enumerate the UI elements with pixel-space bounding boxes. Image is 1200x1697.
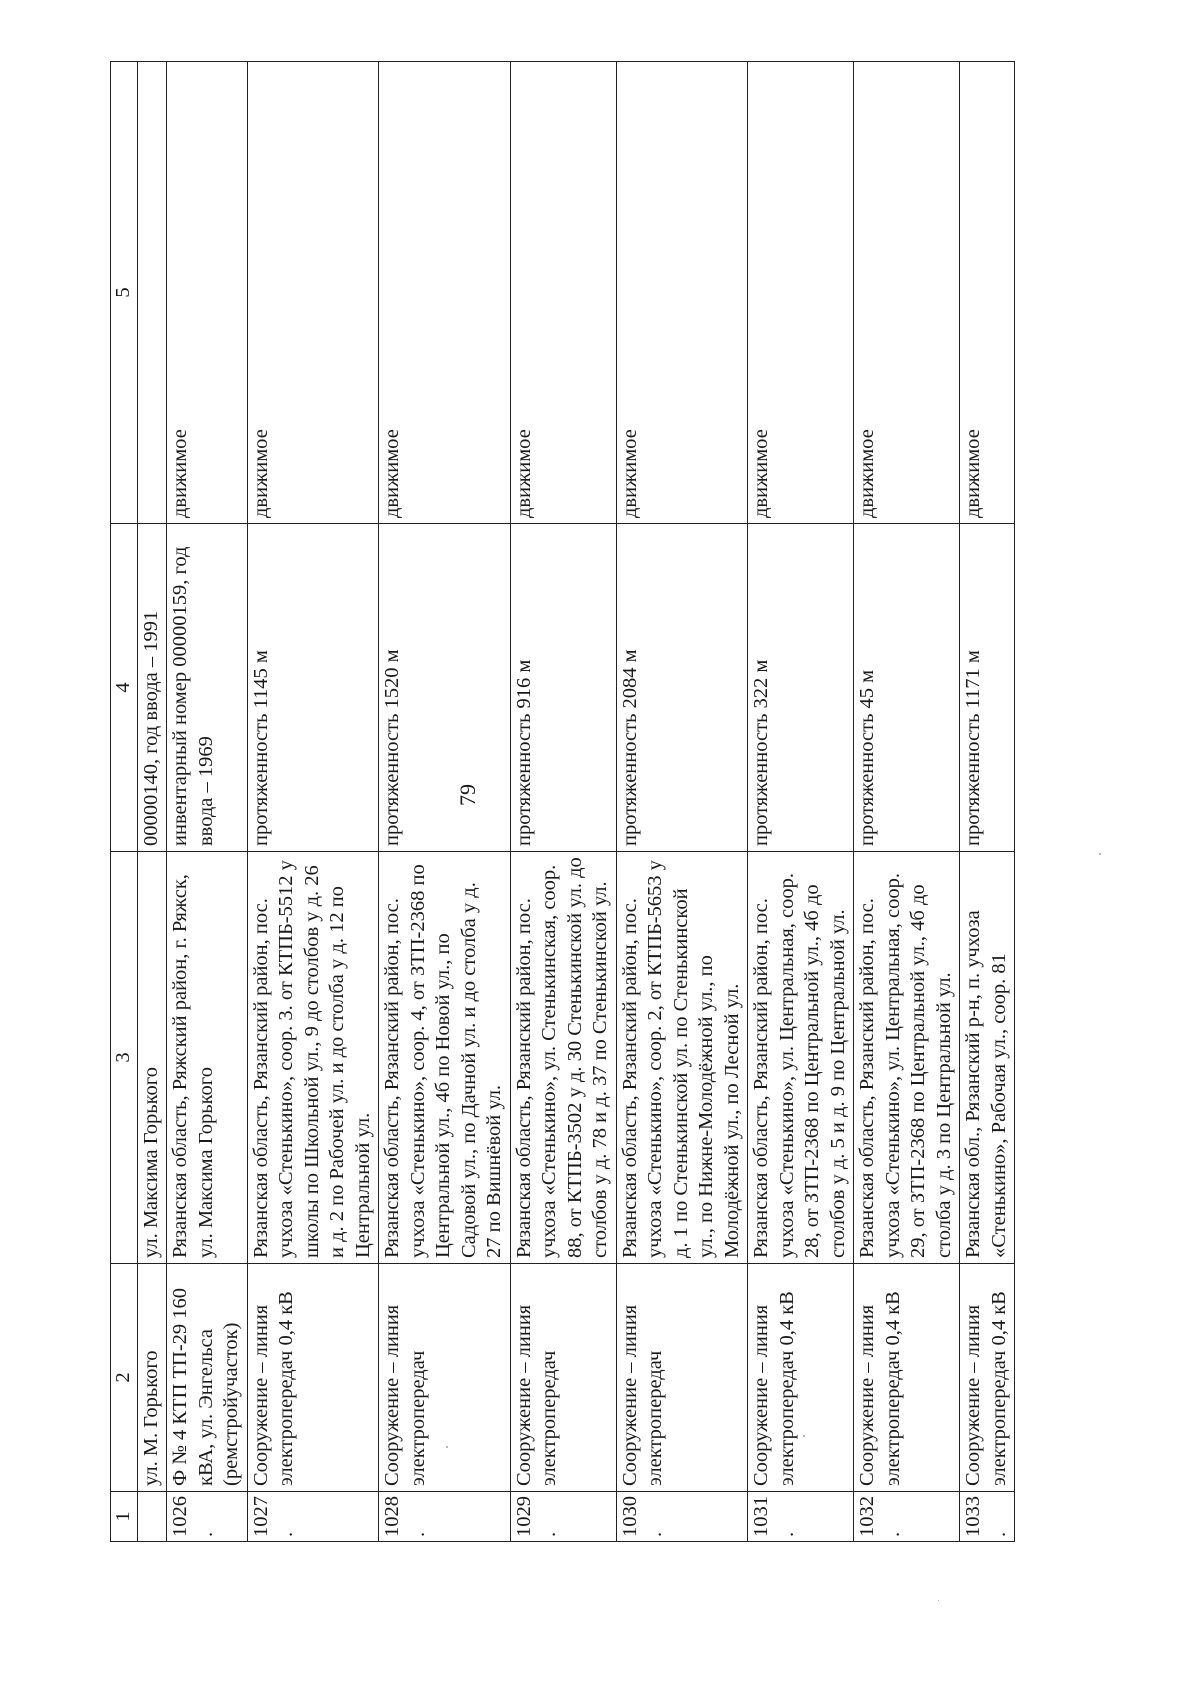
object-details: протяженность 322 м xyxy=(748,524,854,852)
property-type: движимое xyxy=(167,62,248,524)
row-number: 1027. xyxy=(247,1492,379,1542)
property-type: движимое xyxy=(616,62,748,524)
object-address: Рязанская область, Рязанский район, пос. учхоза «Стенькино», соор. 3. от КТПБ-5512 у школы по Школьной ул., 9 до столбов у д. 26 и д. 2 по Рабочей ул. и до столба у д. 12 по Центральной ул. xyxy=(247,852,379,1264)
object-details: 00000140, год ввода – 1991 xyxy=(137,524,167,852)
object-name: Сооружение – линия электропередач xyxy=(379,1264,511,1492)
table-row xyxy=(616,62,748,1542)
object-name: Сооружение – линия электропередач 0,4 кВ xyxy=(854,1264,960,1492)
property-type xyxy=(137,62,167,524)
property-type: движимое xyxy=(960,62,1015,524)
property-register-table xyxy=(110,61,1015,1542)
table-row xyxy=(748,62,854,1542)
row-number: 1033. xyxy=(960,1492,1015,1542)
table-row xyxy=(510,62,616,1542)
object-details: протяженность 1520 м xyxy=(379,524,511,852)
table-row xyxy=(854,62,960,1542)
object-address: Рязанская область, Рязанский район, пос. учхоза «Стенькино», ул. Центральная, соор. 29, от ЗТП-2368 по Центральной ул., 4б до столба у д. 3 по Центральной ул. xyxy=(854,852,960,1264)
object-name: Сооружение – линия электропередач 0,4 кВ xyxy=(247,1264,379,1492)
property-type: движимое xyxy=(854,62,960,524)
table-row xyxy=(379,62,511,1542)
object-address: Рязанская область, Рязанский район, пос. учхоза «Стенькино», соор. 4, от ЗТП-2368 по Центральной ул., 4б по Новой ул., по Садовой ул., по Дачной ул. и до столба у д. 27 по Вишнёвой ул. xyxy=(379,852,511,1264)
document-page xyxy=(110,62,1070,1542)
property-type: движимое xyxy=(247,62,379,524)
header-row xyxy=(111,62,138,1542)
header-cell-1: 1 xyxy=(111,1492,138,1542)
object-address: Рязанская область, Ряжский район, г. Ряжск, ул. Максима Горького xyxy=(167,852,248,1264)
table-row xyxy=(167,62,248,1542)
object-details: инвентарный номер 00000159, год ввода – 1969 xyxy=(167,524,248,852)
object-name: Ф № 4 КТП ТП-29 160 кВА, ул. Энгельса (ремстройучасток) xyxy=(167,1264,248,1492)
table-row xyxy=(247,62,379,1542)
object-address: Рязанская обл., Рязанский р-н, п. учхоза «Стенькино», Рабочая ул., соор. 81 xyxy=(960,852,1015,1264)
row-number: 1029. xyxy=(510,1492,616,1542)
row-number: 1026. xyxy=(167,1492,248,1542)
object-name: Сооружение – линия электропередач xyxy=(616,1264,748,1492)
object-address: Рязанская область, Рязанский район, пос. учхоза «Стенькино», ул. Центральная, соор. 28, от ЗТП-2368 по Центральной ул., 4б до столбов у д. 5 и д. 9 по Центральной ул. xyxy=(748,852,854,1264)
row-number xyxy=(137,1492,167,1542)
row-number: 1031. xyxy=(748,1492,854,1542)
property-type: движимое xyxy=(510,62,616,524)
object-address: ул. Максима Горького xyxy=(137,852,167,1264)
object-details: протяженность 45 м xyxy=(854,524,960,852)
property-type: движимое xyxy=(748,62,854,524)
scan-speck xyxy=(938,1600,939,1601)
scan-speck xyxy=(1099,853,1101,855)
property-type: движимое xyxy=(379,62,511,524)
header-cell-3: 3 xyxy=(111,852,138,1264)
property-table xyxy=(110,62,1070,1542)
header-cell-2: 2 xyxy=(111,1264,138,1492)
table-row xyxy=(137,62,167,1542)
object-details: протяженность 1171 м xyxy=(960,524,1015,852)
row-number: 1028. xyxy=(379,1492,511,1542)
object-name: Сооружение – линия электропередач 0,4 кВ xyxy=(960,1264,1015,1492)
object-address: Рязанская область, Рязанский район, пос. учхоза «Стенькино», соор. 2, от КТПБ-5653 у д. 1 по Стенькинской ул. по Стенькинской ул., по Нижне-Молодёжной ул., по Молодёжной ул., по Лесной ул. xyxy=(616,852,748,1264)
row-number: 1030. xyxy=(616,1492,748,1542)
row-number: 1032. xyxy=(854,1492,960,1542)
object-details: протяженность 2084 м xyxy=(616,524,748,852)
object-details: протяженность 916 м xyxy=(510,524,616,852)
object-address: Рязанская область, Рязанский район, пос. учхоза «Стенькино», ул. Стенькинская, соор. 88, от КТПБ-3502 у д. 30 Стенькинской ул. до столбов у д. 78 и д. 37 по Стенькинской ул. xyxy=(510,852,616,1264)
page-number: 79 xyxy=(455,784,480,806)
header-cell-5: 5 xyxy=(111,62,138,524)
object-name: ул. М. Горького xyxy=(137,1264,167,1492)
table-row xyxy=(960,62,1015,1542)
object-name: Сооружение – линия электропередач 0,4 кВ xyxy=(748,1264,854,1492)
header-cell-4: 4 xyxy=(111,524,138,852)
object-name: Сооружение – линия электропередач xyxy=(510,1264,616,1492)
object-details: протяженность 1145 м xyxy=(247,524,379,852)
